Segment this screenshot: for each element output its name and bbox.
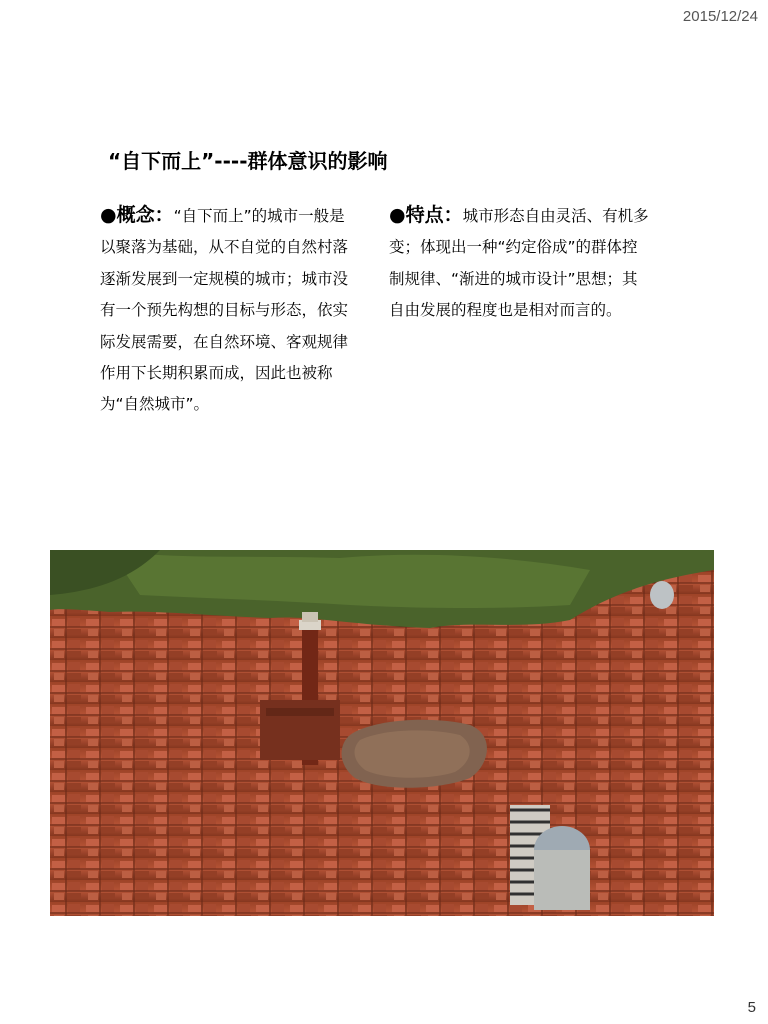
feature-body: 城市形态自由灵活、有机多变；体现出一种“约定俗成”的群体控制规律、“渐进的城市设计”思想；其自由发展的程度也是相对而言的。 [389,207,649,320]
slide-date: 2015/12/24 [682,8,758,25]
slide-title: “自下而上”----群体意识的影响 [108,149,388,173]
page-number: 5 [747,999,756,1016]
concept-body: “自下而上”的城市一般是以聚落为基础，从不自觉的自然村落逐渐发展到一定规模的城市；城市没有一个预先构想的目标与形态，依实际发展需要，在自然环境、客观规律作用下长期积累而成，因此也被称为“自然城市”。 [100,207,349,414]
concept-paragraph [100,200,358,421]
feature-lead: ●特点： [389,204,463,226]
aerial-city-photo [50,550,714,916]
feature-paragraph [389,200,649,327]
concept-lead: ●概念： [100,204,174,226]
